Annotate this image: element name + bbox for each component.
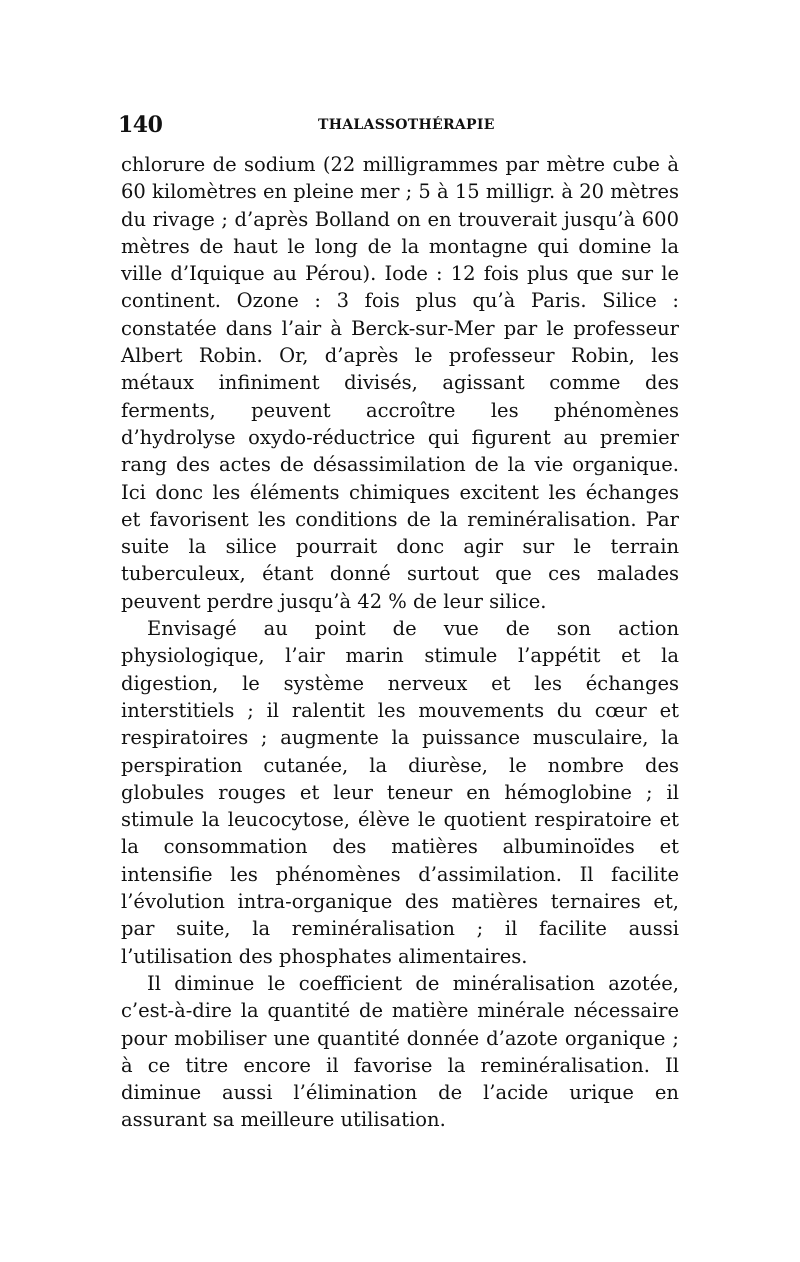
page-number: 140 (118, 112, 163, 138)
paragraph-mineralisation: Il diminue le coefficient de minéralisation azotée, c’est-à-dire la quantité de matière minérale nécessaire pour mobiliser une quantité donnée d’azote organique ; à ce titre encore il favorise la reminéralisation. Il diminue aussi l’élimination de l’acide urique en assurant sa meilleure utilisation. (121, 971, 679, 1132)
running-head: THALASSOTHÉRAPIE (318, 117, 495, 133)
paragraph-continued: chlorure de sodium (22 milligrammes par mètre cube à 60 kilomètres en pleine mer ; 5 à 15 milligr. à 20 mètres du rivage ; d’après Bolland on en trouverait jusqu’à 600 mètres de haut le long de la montagne qui domine la ville d’Iquique au Pérou). Iode : 12 fois plus que sur le continent. Ozone : 3 fois plus qu’à Paris. Silice : constatée dans l’air à Berck-sur-Mer par le professeur Albert Robin. Or, d’après le professeur Robin, les métaux infiniment divisés, agissant comme des ferments, peuvent accroître les phénomènes d’hydrolyse oxydo-réductrice qui figurent au premier rang des actes de désassimilation de la vie organique. Ici donc les éléments chimiques excitent les échanges et favorisent les conditions de la reminéralisation. Par suite la silice pourrait donc agir sur le terrain tuberculeux, étant donné surtout que ces malades peuvent perdre jusqu’à 42 % de leur silice. (121, 153, 679, 613)
paragraph-physiological-action: Envisagé au point de vue de son action physiologique, l’air marin stimule l’appétit et la digestion, le système nerveux et les échanges interstitiels ; il ralentit les mouvements du cœur et respiratoires ; augmente la puissance musculaire, la perspiration cutanée, la diurèse, le nombre des globules rouges et leur teneur en hémoglobine ; il stimule la leucocytose, élève le quotient respiratoire et la consommation des matières albuminoïdes et intensifie les phénomènes d’assimilation. Il facilite l’évolution intra-organique des matières ternaires et, par suite, la reminéralisation ; il facilite aussi l’utilisation des phosphates alimentaires. (121, 617, 679, 968)
body-text (121, 151, 679, 1134)
page-header (118, 112, 678, 142)
